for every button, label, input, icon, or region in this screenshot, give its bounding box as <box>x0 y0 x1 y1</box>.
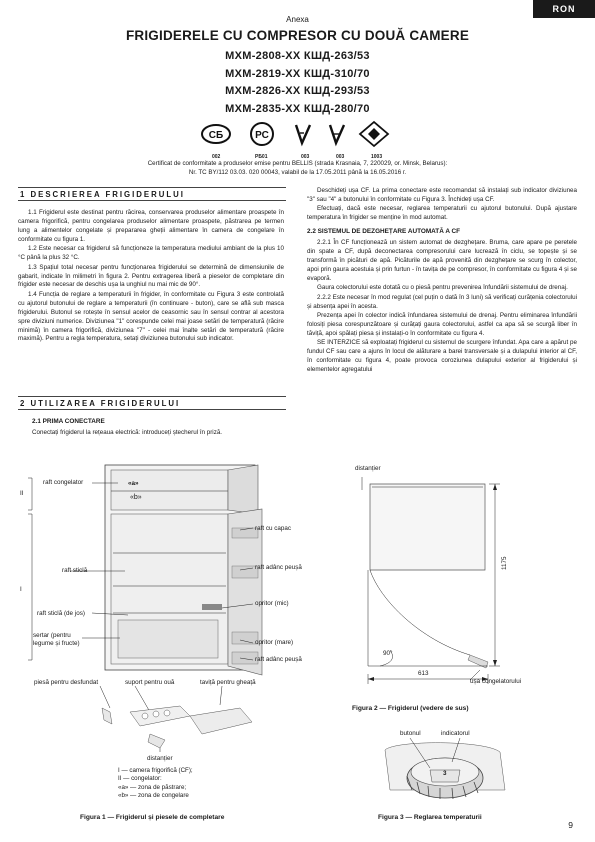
language-tab: RON <box>533 0 595 18</box>
label-raft-congelator: raft congelator <box>43 479 84 486</box>
paragraph: 2.2.1 În CF funcționează un sistem automat de dezghețare. Bruma, care apare pe peretele din spate a CF, după deconectarea compresorului care lucrează în ciclu, se topește și se transformă în picături de apă. Picăturile de apă provenită din dezghețare se scurg în colector, apoi prin gaura acestuia și prin furtun - în tavița de pe compresor, în conformitate cu figura 4 și se evaporă. <box>307 239 577 282</box>
document-title: FRIGIDERELE CU COMPRESOR CU DOUĂ CAMERE <box>125 28 470 43</box>
legend-line: I — camera frigorifică (CF); <box>118 767 193 774</box>
label-raft-sticla: raft sticlă <box>62 567 88 574</box>
paragraph: 1.4 Funcția de reglare a temperaturii în frigider, în conformitate cu Figura 3 este controlată cu ajutorul butonului de reglare a temperaturii (în continuare - buton), care se află sub masca frigiderului. Butonul se rotește în sensul acelor de ceasornic sau în sensul contrar al acestora spre diviziuni numerice. Diviziunea "1" corespunde celei mai joase setări de temperatură (răcire minimă) în camera frigorifică, diviziunea "7" - celei mai înalte setări de temperatură (răcire maximă). Pentru a regla temperatura, setați diviziunea butonului sub indicator. <box>18 290 284 343</box>
section-heading-description: 1 DESCRIEREA FRIGIDERULUI <box>18 187 286 201</box>
label-opritor-mic: opritor (mic) <box>255 600 289 607</box>
fig1-mark-i: I <box>20 586 22 593</box>
figure-2-caption: Figura 2 — Frigiderul (vedere de sus) <box>352 705 469 712</box>
certificate-line: Certificat de conformitate a produselor emise pentru BELLIS (strada Krasnaia, 7, 220029, or. Minsk, Belarus): <box>147 160 448 167</box>
legend-line: II — congelator: <box>118 775 162 783</box>
label-opritor-mare: opritor (mare) <box>255 639 294 646</box>
page-number: 9 <box>568 820 573 830</box>
label-raft-cu-capac: raft cu capac <box>255 525 292 532</box>
label-suport-oua: suport pentru ouă <box>125 679 175 686</box>
label-usa-congelatorului: ușa congelatorului <box>470 678 522 685</box>
legend-line: «a» — zona de păstrare; <box>118 783 187 791</box>
paragraph: Prezența apei în colector indică înfundarea sistemului de drenaj. Pentru eliminarea înfundării folosiți piesa corespunzătoare și curățați gaura colectorului, astfel ca apa să se scurgă liber în tăviță, apoi spălați piesa și instalați-o în conformitate cu figura 4. <box>307 312 577 337</box>
cert-label: 003 <box>336 154 345 160</box>
paragraph: SE INTERZICE să exploatați frigiderul cu sistemul de scurgere înfundat. Apa care a apărut pe fundul CF sau care a ajuns în locul de alăturare a barei transversale și a dulapului interior al CF, în conformitate cu figura 4, poate provoca coroziunea dulapului exterior al frigiderului și elementelor agregatului <box>307 339 577 374</box>
model-line: МХМ-2808-ХХ КШД-263/53 <box>225 50 370 62</box>
model-line: МХМ-2826-ХХ КШД-293/53 <box>225 85 370 97</box>
zone-b-label: «b» <box>130 494 142 501</box>
dimension-angle: 90° <box>383 650 393 657</box>
knob-digit: 3 <box>443 770 447 777</box>
figure-3-caption: Figura 3 — Reglarea temperaturii <box>378 814 482 821</box>
dimension-height: 1175 <box>501 556 508 570</box>
svg-text:СБ: СБ <box>208 130 224 141</box>
label-raft-adanc-2: raft adânc peușă <box>255 656 302 663</box>
svg-text:РС: РС <box>255 130 269 141</box>
annex-label: Anexa <box>286 15 309 24</box>
paragraph: Conectați frigiderul la rețeaua electrică: introduceți ștecherul în priză. <box>32 428 223 436</box>
certificate-line: Nr. TC BY/112 03.03. 020 00043, valabil de la 17.05.2011 până la 16.05.2016 г. <box>188 169 407 176</box>
fig1-mark-ii: II <box>20 490 24 497</box>
label-distantier: distanțier <box>147 755 173 762</box>
legend-line: «b» — zona de congelare <box>118 792 189 800</box>
subheading: 2.2 SISTEMUL DE DEZGHEȚARE AUTOMATĂ A CF <box>307 228 461 236</box>
paragraph: 1.2 Este necesar ca frigiderul să funcționeze la temperatura mediului ambiant de la plus 10 °C până la plus 32 °C. <box>18 245 284 262</box>
paragraph: Gaura colectorului este dotată cu o piesă pentru prevenirea înfundării sistemului de drenaj. <box>317 284 568 292</box>
cert-label: РБ01 <box>255 154 268 160</box>
label-tavita-gheata: taviță pentru gheață <box>200 679 256 686</box>
label-raft-sticla-jos: raft sticlă (de jos) <box>37 610 85 617</box>
paragraph: 1.3 Spațiul total necesar pentru funcționarea frigiderului se determină de dimensiunile de gabarit, indicate în milimetri în figura 2. Pentru extragerea liberă a pieselor de completare din frigider este necesar de deschis ușa la unghiul nu mai mic de 90°. <box>18 263 284 289</box>
label-raft-adanc-1: raft adânc peușă <box>255 564 302 571</box>
paragraph: Deschideți ușa CF. La prima conectare este recomandat să instalați sub indicator diviziunea "3" sau "4" a butonului în conformitate cu Figura 3. Închideți ușa CF. <box>307 187 577 203</box>
paragraph: Efectuați, dacă este necesar, reglarea temperaturii cu ajutorul butonului. După ajustare temperatura în frigider se menține în mod automat. <box>307 205 577 222</box>
figure-1-caption: Figura 1 — Frigiderul și piesele de completare <box>80 814 225 821</box>
paragraph: 1.1 Frigiderul este destinat pentru răcirea, conservarea produselor alimentare proaspete în camera frigorifică, pentru congelarea produselor alimentare proaspete, păstrarea pe termen lung a alimentelor congelate și prepararea gheții alimentare în camera de congelare în conformitate cu figura 1. <box>18 209 284 243</box>
label-sertar: sertar (pentru legume și fructe) <box>33 632 80 647</box>
model-line: МХМ-2819-ХХ КШД-310/70 <box>225 67 370 80</box>
knob-icon <box>385 738 505 799</box>
model-line: МХМ-2835-ХХ КШД-280/70 <box>225 102 370 115</box>
label-fig2-distantier: distanțier <box>355 465 381 472</box>
cert-label: 002 <box>212 154 221 160</box>
cert-label: 003 <box>301 154 310 160</box>
zone-a-label: «a» <box>128 480 139 487</box>
paragraph: 2.2.2 Este necesar în mod regulat (cel puțin o dată în 3 luni) să verificați curățenia colectorului și absența apei în acesta. <box>307 293 577 310</box>
dimension-width: 613 <box>418 670 429 677</box>
label-buton: butonul <box>400 730 421 737</box>
label-piesa-desfundat: piesă pentru desfundat <box>34 679 99 686</box>
subheading: 2.1 PRIMA CONECTARE <box>32 418 105 425</box>
cert-label: 1003 <box>371 154 383 160</box>
label-indicator: indicatorul <box>441 730 470 737</box>
section-heading-usage: 2 UTILIZAREA FRIGIDERULUI <box>18 396 286 410</box>
